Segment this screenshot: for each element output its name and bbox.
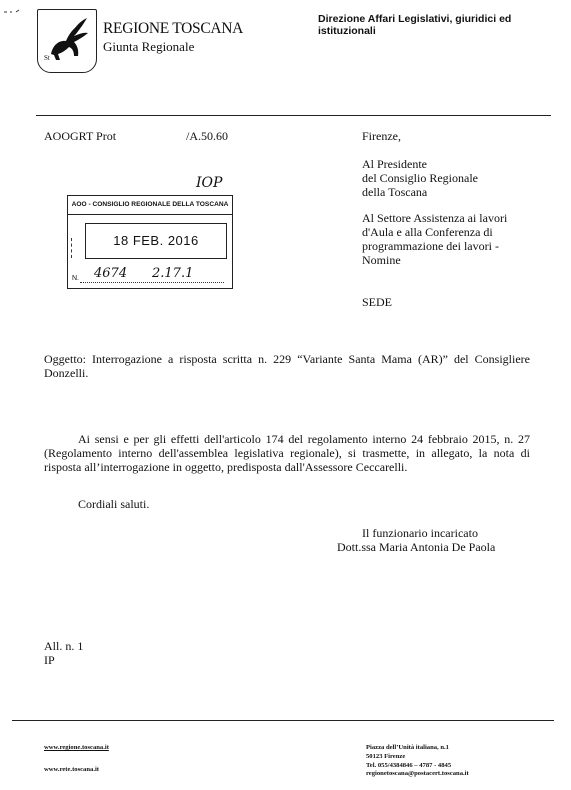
sede-label: SEDE bbox=[362, 295, 392, 309]
place-label: Firenze, bbox=[362, 129, 401, 143]
svg-text:St: St bbox=[44, 54, 50, 62]
attachments-ip: IP bbox=[44, 653, 55, 667]
body-line-3: risposta all’interrogazione in oggetto, predisposta dall'Assessore Ceccarelli. bbox=[44, 460, 408, 474]
stamp-number-hand: 4674 bbox=[94, 266, 128, 281]
protocol-code: /A.50.60 bbox=[186, 129, 228, 143]
stamp-date: 18 FEB. 2016 bbox=[85, 223, 227, 259]
subject bbox=[44, 352, 530, 380]
subject-line-2: Donzelli. bbox=[44, 366, 89, 380]
org-name: REGIONE TOSCANA bbox=[103, 20, 244, 37]
stamp-class-hand: 2.17.1 bbox=[152, 266, 194, 281]
signature-role: Il funzionario incaricato bbox=[362, 526, 478, 540]
stamp-number-prefix: N. bbox=[72, 275, 79, 282]
org-subtitle: Giunta Regionale bbox=[103, 39, 195, 54]
header-rule bbox=[36, 115, 551, 116]
stamp-number-line bbox=[72, 266, 228, 286]
stamp-header: AOO - CONSIGLIO REGIONALE DELLA TOSCANA bbox=[68, 196, 232, 215]
closing: Cordiali saluti. bbox=[78, 497, 150, 511]
regione-toscana-logo bbox=[37, 9, 97, 73]
stamp-side-marks bbox=[71, 238, 74, 258]
pegasus-icon bbox=[51, 24, 88, 60]
footer-rule bbox=[12, 720, 554, 721]
stamp-number-dots bbox=[80, 282, 224, 283]
footer-web-2[interactable]: www.rete.toscana.it bbox=[44, 766, 99, 773]
stamp-handwritten-note: IOP bbox=[196, 175, 223, 191]
protocol-stamp bbox=[67, 195, 233, 289]
body-line-2: (Regolamento interno dell'assemblea legislativa regionale), si trasmette, in allegato, la nota di bbox=[44, 446, 530, 460]
recipient-assistance: Al Settore Assistenza ai lavori d'Aula e alla Conferenza di programmazione dei lavori - Nomine bbox=[362, 211, 508, 267]
footer-address: Piazza dell’Unità italiana, n.1 50123 Firenze Tel. 055/4384846 – 4787 - 4845 regionetoscana@postacert.toscana.it bbox=[366, 744, 469, 778]
recipient-president: Al Presidente del Consiglio Regionale della Toscana bbox=[362, 157, 478, 199]
department-title: Direzione Affari Legislativi, giuridici ed istituzionali bbox=[318, 13, 512, 37]
signature-name: Dott.ssa Maria Antonia De Paola bbox=[337, 540, 496, 554]
scan-mark bbox=[4, 2, 26, 8]
body-paragraph bbox=[44, 432, 530, 474]
footer-web-1[interactable]: www.regione.toscana.it bbox=[44, 744, 109, 751]
body-line-1: Ai sensi e per gli effetti dell'articolo 174 del regolamento interno 24 febbraio 2015, n. 27 bbox=[78, 432, 530, 446]
subject-line-1: Oggetto: Interrogazione a risposta scritta n. 229 “Variante Santa Mama (AR)” del Consigliere bbox=[44, 352, 530, 366]
attachments-count: All. n. 1 bbox=[44, 639, 84, 653]
protocol-label: AOOGRT Prot bbox=[44, 129, 117, 143]
